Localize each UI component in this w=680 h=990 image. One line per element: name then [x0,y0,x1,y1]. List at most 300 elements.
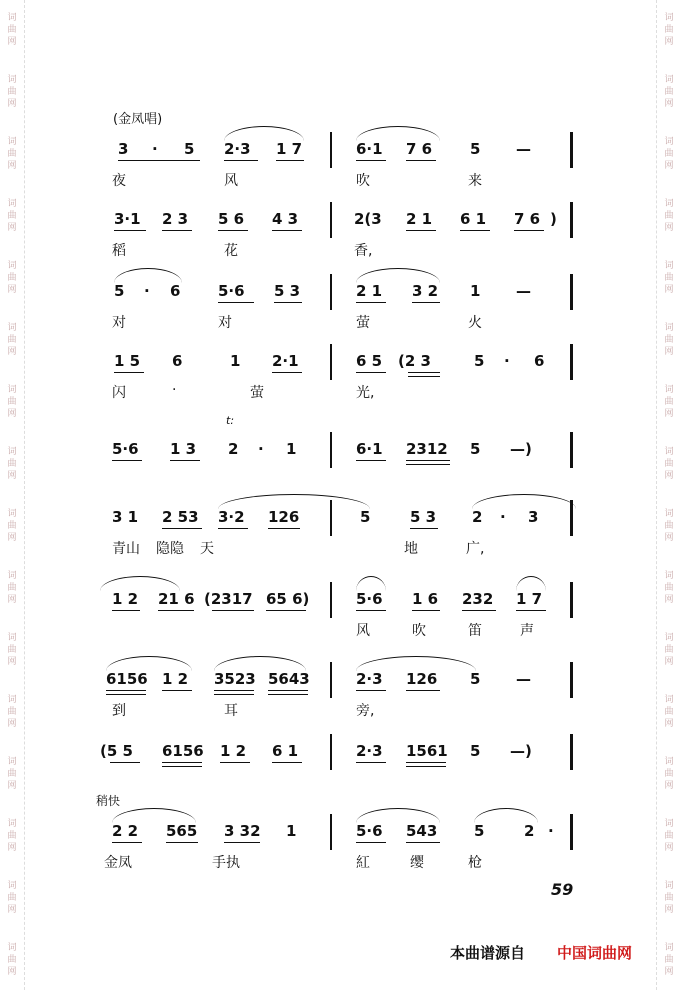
watermark-glyph: 词 [664,695,674,705]
watermark-glyph: 网 [664,471,674,481]
beam [268,528,300,529]
note: (5 5 [100,742,133,760]
score-system-6 [100,508,580,570]
beam [356,842,386,843]
note: 6156 [162,742,204,760]
note: 5 [474,352,485,370]
watermark-glyph: 曲 [7,583,17,593]
note: 4 3 [272,210,299,228]
beam [162,690,192,691]
beam [356,460,386,461]
note: 5 [184,140,195,158]
watermark-glyph: 词 [7,137,17,147]
watermark-glyph: 曲 [7,459,17,469]
watermark-glyph: 词 [664,261,674,271]
watermark-glyph: 网 [664,719,674,729]
note: 2312 [406,440,448,458]
lyric: 到 [112,703,126,719]
beam [218,302,254,303]
lyric: 光, [356,385,375,401]
note: 7 6 [514,210,541,228]
score-system-5 [100,440,580,502]
watermark-glyph: 词 [7,757,17,767]
barline [330,582,332,618]
tempo-mark: 稍快 [96,794,121,808]
beam [268,690,308,691]
beam [110,762,140,763]
lyric: 来 [468,173,482,189]
lyric: 青山 [112,541,140,557]
notes-row [100,352,580,374]
note: 1 7 [276,140,303,158]
note: · [548,822,554,840]
watermark-glyph: 网 [664,533,674,543]
beam [268,694,308,695]
note: 1 2 [220,742,247,760]
lyric: 吹 [412,623,426,639]
watermark-glyph: 曲 [7,707,17,717]
note: — [516,670,531,688]
lyric: 对 [112,315,126,331]
beam [224,160,258,161]
note: 2 2 [112,822,139,840]
slur [100,576,180,591]
watermark-glyph: 曲 [664,459,674,469]
beam [212,610,254,611]
watermark-glyph: 网 [7,905,17,915]
beam [406,762,446,763]
note: 5 [360,508,371,526]
note: 2 [524,822,535,840]
beam [158,610,194,611]
watermark-glyph: 曲 [664,707,674,717]
note: 6 [172,352,183,370]
note: 1 2 [112,590,139,608]
lyric: 吹 [356,173,370,189]
watermark-glyph: 网 [7,37,17,47]
note: 3·2 [218,508,245,526]
beam [514,230,544,231]
note: 1 [230,352,241,370]
watermark-glyph: 网 [7,967,17,977]
watermark-glyph: 曲 [7,831,17,841]
watermark-glyph: 词 [7,199,17,209]
footer-source-label: 本曲谱源自 [450,944,526,962]
watermark-glyph: 曲 [7,211,17,221]
watermark-glyph: 网 [7,161,17,171]
note: 5 3 [274,282,301,300]
barline [570,500,573,536]
note: 5 [470,440,481,458]
lyric: 火 [468,315,482,331]
watermark-glyph: 曲 [7,335,17,345]
beam [406,460,450,461]
note: — [516,282,531,300]
slur [356,576,386,591]
lyric: 紅 [356,855,370,871]
watermark-glyph: 网 [7,347,17,357]
watermark-glyph: 网 [664,347,674,357]
note: 2 3 [162,210,189,228]
beam [356,762,386,763]
watermark-glyph: 网 [664,781,674,791]
watermark-glyph: 词 [7,571,17,581]
watermark-glyph: 词 [7,385,17,395]
lyrics-row [100,620,580,640]
note: 7 6 [406,140,433,158]
watermark-glyph: 词 [664,757,674,767]
beam [162,230,192,231]
slur [474,808,538,823]
watermark-glyph: 网 [7,533,17,543]
note: · [152,140,158,158]
lyric: 枪 [468,855,482,871]
note: 3 32 [224,822,261,840]
beam [170,460,200,461]
note: 5·6 [356,822,383,840]
watermark-glyph: 词 [7,633,17,643]
watermark-glyph: 网 [664,161,674,171]
lyric: · [172,382,177,398]
watermark-glyph: 曲 [7,521,17,531]
lyric: 萤 [356,315,370,331]
lyric: 地 [404,541,418,557]
watermark-glyph: 网 [664,595,674,605]
note: 232 [462,590,494,608]
beam [112,610,140,611]
note: 2 [228,440,239,458]
barline [330,132,332,168]
notes-row [100,822,580,844]
slur [516,576,546,591]
lyric: 隐隐 [156,541,184,557]
watermark-glyph: 词 [664,943,674,953]
beam [112,460,142,461]
score-system-7 [100,590,580,652]
barline [330,274,332,310]
note: 2 [472,508,483,526]
watermark-glyph: 曲 [7,25,17,35]
slur [214,656,306,671]
beam [162,766,202,767]
beam [462,610,496,611]
notes-row [100,742,580,764]
beam [406,766,446,767]
barline [570,814,573,850]
score-system-10 [100,822,580,884]
watermark-glyph: 网 [664,409,674,419]
note: 543 [406,822,438,840]
watermark-glyph: 词 [7,323,17,333]
watermark-glyph: 网 [7,781,17,791]
note: 5 [470,742,481,760]
lyrics-row [100,240,580,260]
watermark-glyph: 网 [7,471,17,481]
watermark-glyph: 词 [7,695,17,705]
note: —) [510,440,532,458]
watermark-glyph: 网 [664,99,674,109]
beam [406,842,440,843]
beam [218,528,248,529]
watermark-glyph: 网 [664,657,674,667]
beam [412,610,440,611]
watermark-glyph: 词 [664,13,674,23]
watermark-glyph: 词 [7,819,17,829]
note: 1 [286,822,297,840]
watermark-glyph: 曲 [7,273,17,283]
note: 1 3 [170,440,197,458]
note: 1 2 [162,670,189,688]
watermark-glyph: 网 [7,719,17,729]
beam [516,610,546,611]
beam [406,690,440,691]
note: 5 [470,140,481,158]
barline [330,344,332,380]
lyrics-row [100,382,580,402]
beam [114,230,146,231]
watermark-glyph: 网 [7,595,17,605]
notes-row [100,590,580,612]
watermark-glyph: 曲 [664,583,674,593]
note: 2(3 [354,210,382,228]
note: 2·3 [356,742,383,760]
note: 2·1 [272,352,299,370]
note: ) [550,210,557,228]
beam [218,230,248,231]
beam [356,690,386,691]
watermark-glyph: 词 [664,385,674,395]
note: 565 [166,822,198,840]
lyrics-row [100,312,580,332]
note: 5·6 [218,282,245,300]
beam [410,528,438,529]
note: 5 [114,282,125,300]
note: 5·6 [112,440,139,458]
lyrics-row [100,852,580,872]
watermark-glyph: 曲 [7,893,17,903]
watermark-glyph: 词 [7,75,17,85]
lyrics-row [100,538,580,558]
note: 65 6) [266,590,310,608]
barline [570,202,573,238]
lyric: 金凤 [104,855,132,871]
watermark-glyph: 网 [664,967,674,977]
barline [330,662,332,698]
beam [162,762,202,763]
note: 3523 [214,670,256,688]
watermark-glyph: 曲 [664,645,674,655]
score-system-9 [100,742,580,804]
watermark-glyph: 曲 [664,273,674,283]
beam [272,762,302,763]
watermark-glyph: 曲 [664,831,674,841]
beam [406,464,450,465]
watermark-glyph: 曲 [7,955,17,965]
barline [330,814,332,850]
watermark-glyph: 曲 [664,955,674,965]
watermark-glyph: 网 [7,657,17,667]
watermark-glyph: 词 [7,13,17,23]
lyric: 萤 [250,385,264,401]
lyric: 风 [224,173,238,189]
notes-row [100,210,580,232]
watermark-glyph: 网 [7,843,17,853]
notes-row [100,508,580,530]
barline [330,734,332,770]
watermark-glyph: 曲 [7,769,17,779]
watermark-glyph: 网 [664,37,674,47]
note: 6 1 [460,210,487,228]
beam [272,372,302,373]
slur [224,126,304,141]
lyric: 风 [356,623,370,639]
watermark-glyph: 网 [7,223,17,233]
beam [106,690,146,691]
beam [166,842,198,843]
beam [460,230,490,231]
beam [412,302,440,303]
beam [408,376,440,377]
watermark-glyph: 曲 [664,521,674,531]
note: 5 3 [410,508,437,526]
watermark-glyph: 曲 [664,769,674,779]
note: 6·1 [356,140,383,158]
watermark-glyph: 词 [664,137,674,147]
score-system-3 [100,282,580,344]
note: · [504,352,510,370]
note: 126 [406,670,438,688]
lyric: 缨 [410,855,424,871]
note: (2317 [204,590,253,608]
beam [356,302,386,303]
note: 6 [534,352,545,370]
lyric: 稻 [112,243,126,259]
beam [214,690,254,691]
lyric: 广, [466,541,485,557]
note: 6·1 [356,440,383,458]
watermark-glyph: 网 [7,285,17,295]
beam [406,230,436,231]
lyric: 夜 [112,173,126,189]
barline [570,344,573,380]
note: 21 6 [158,590,195,608]
barline [570,274,573,310]
beam [356,160,386,161]
barline [330,500,332,536]
note: · [144,282,150,300]
notes-row [100,282,580,304]
beam [118,160,200,161]
slur [112,808,196,823]
note: 5 [470,670,481,688]
watermark-glyph: 词 [7,447,17,457]
lyric: 闪 [112,385,126,401]
note: 1 [286,440,297,458]
note: 5·6 [356,590,383,608]
barline [570,662,573,698]
watermark-glyph: 词 [7,509,17,519]
watermark-glyph: 网 [7,409,17,419]
watermark-glyph: 词 [664,633,674,643]
beam [114,372,144,373]
page-number: 59 [551,880,574,899]
beam [406,160,436,161]
beam [112,842,142,843]
slur [106,656,192,671]
lyric: 耳 [224,703,238,719]
beam [274,302,302,303]
watermark-glyph: 曲 [7,87,17,97]
lyric: 花 [224,243,238,259]
note: 1 5 [114,352,141,370]
barline [570,132,573,168]
watermark-glyph: 曲 [664,25,674,35]
lyric: 天 [200,541,214,557]
note: 2 1 [356,282,383,300]
watermark-glyph: 曲 [664,149,674,159]
singer-label: (金凤唱) [113,112,163,127]
note: 2·3 [224,140,251,158]
barline [570,582,573,618]
score-system-8 [100,670,580,732]
note: 1561 [406,742,448,760]
watermark-glyph: 词 [7,261,17,271]
beam [356,610,386,611]
note: 5 [474,822,485,840]
watermark-glyph: 曲 [7,149,17,159]
watermark-glyph: 词 [7,881,17,891]
slur [356,126,440,141]
watermark-glyph: 词 [664,323,674,333]
beam [220,762,250,763]
score-system-2 [100,210,580,272]
lyrics-row [100,170,580,190]
beam [162,528,202,529]
beam [272,230,302,231]
note: 2 1 [406,210,433,228]
watermark-glyph: 词 [664,571,674,581]
note: 5 6 [218,210,245,228]
note: 3 2 [412,282,439,300]
watermark-glyph: 词 [664,509,674,519]
note: 3·1 [114,210,141,228]
barline [570,734,573,770]
watermark-glyph: 词 [664,881,674,891]
watermark-glyph: 词 [7,943,17,953]
lyric: 手执 [212,855,240,871]
note: 2 53 [162,508,199,526]
watermark-glyph: 网 [664,843,674,853]
footer-site-link[interactable]: 中国词曲网 [557,944,633,962]
note: 3 [528,508,539,526]
barline [570,432,573,468]
note: 126 [268,508,300,526]
note: · [258,440,264,458]
note: — [516,140,531,158]
notes-row [100,440,580,462]
watermark-glyph: 网 [664,223,674,233]
note: 6 1 [272,742,299,760]
note: 3 [118,140,129,158]
watermark-glyph: 曲 [664,87,674,97]
note: 3 1 [112,508,139,526]
notes-row [100,670,580,692]
note: 6156 [106,670,148,688]
note: 5643 [268,670,310,688]
watermark-glyph: 网 [664,905,674,915]
watermark-glyph: 词 [664,819,674,829]
note: 1 6 [412,590,439,608]
